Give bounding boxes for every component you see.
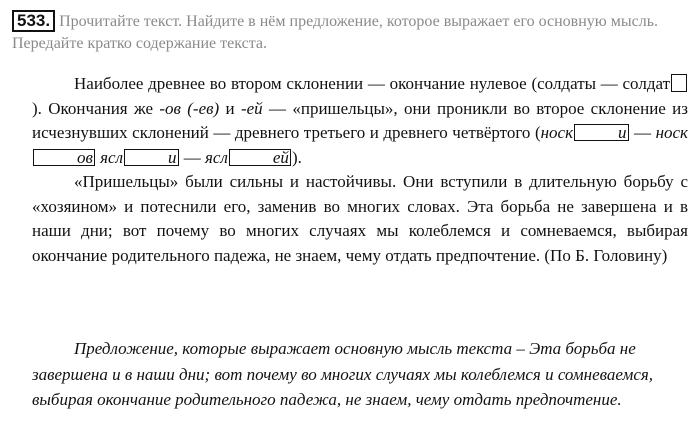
ending-box-ey: ей: [229, 149, 291, 166]
task-instruction: Прочитайте текст. Найдите в нём предложение, которое выражает его основную мысль. Передайте кратко содержание текста.: [12, 13, 658, 52]
dash-1: —: [629, 123, 656, 142]
p1-part-d: и: [219, 98, 241, 118]
ending-ov-ev: -ов (-ев): [159, 98, 220, 118]
p1-part-b: ). Окончания же: [32, 98, 160, 118]
ending-box-ov: ов: [33, 149, 95, 166]
word-yasl-1: ясл: [95, 147, 124, 167]
ending-box-i-2: и: [124, 149, 179, 166]
answer-block: [32, 336, 688, 413]
task-header: [12, 10, 690, 55]
word-yasl-2: ясл: [205, 147, 228, 167]
ending-ey: -ей: [240, 98, 263, 118]
word-nosk-2: носк: [655, 123, 689, 142]
ending-box-i-1: и: [574, 124, 629, 141]
p1-part-f: — «пришельцы», они проникли во второе склонение из исчезнувших склонений — древнего третьего и древнего четвёртого (: [32, 98, 688, 142]
p1-part-a: Наиболее древнее во втором склонении — окончание нулевое (солдаты — солдат: [74, 74, 670, 93]
task-number: 533.: [12, 10, 55, 32]
paragraph-1: [32, 72, 688, 170]
answer-text: Предложение, которые выражает основную мысль текста – Эта борьба не завершена и в наши дни; вот почему во многих случаях мы колеблемся и сомневаемся, выбирая окончание родительного падежа, не знаем, чему отдать предпочтение.: [32, 339, 654, 409]
word-nosk-1: носк: [540, 123, 574, 142]
p1-part-q: ).: [291, 147, 302, 167]
paragraph-2: «Пришельцы» были сильны и настойчивы. Они вступили в длительную борьбу с «хозяином» и потеснили его, заменив во многих словах. Эта борьба не завершена и в наши дни; вот почему во многих случаях мы колеблемся и сомневаемся, выбирая окончание родительного падежа, не знаем, чему отдать предпочтение. (По Б. Головину): [32, 172, 688, 265]
dash-2: —: [179, 147, 206, 167]
exercise-text: [32, 72, 688, 268]
zero-ending-box: [671, 74, 687, 92]
